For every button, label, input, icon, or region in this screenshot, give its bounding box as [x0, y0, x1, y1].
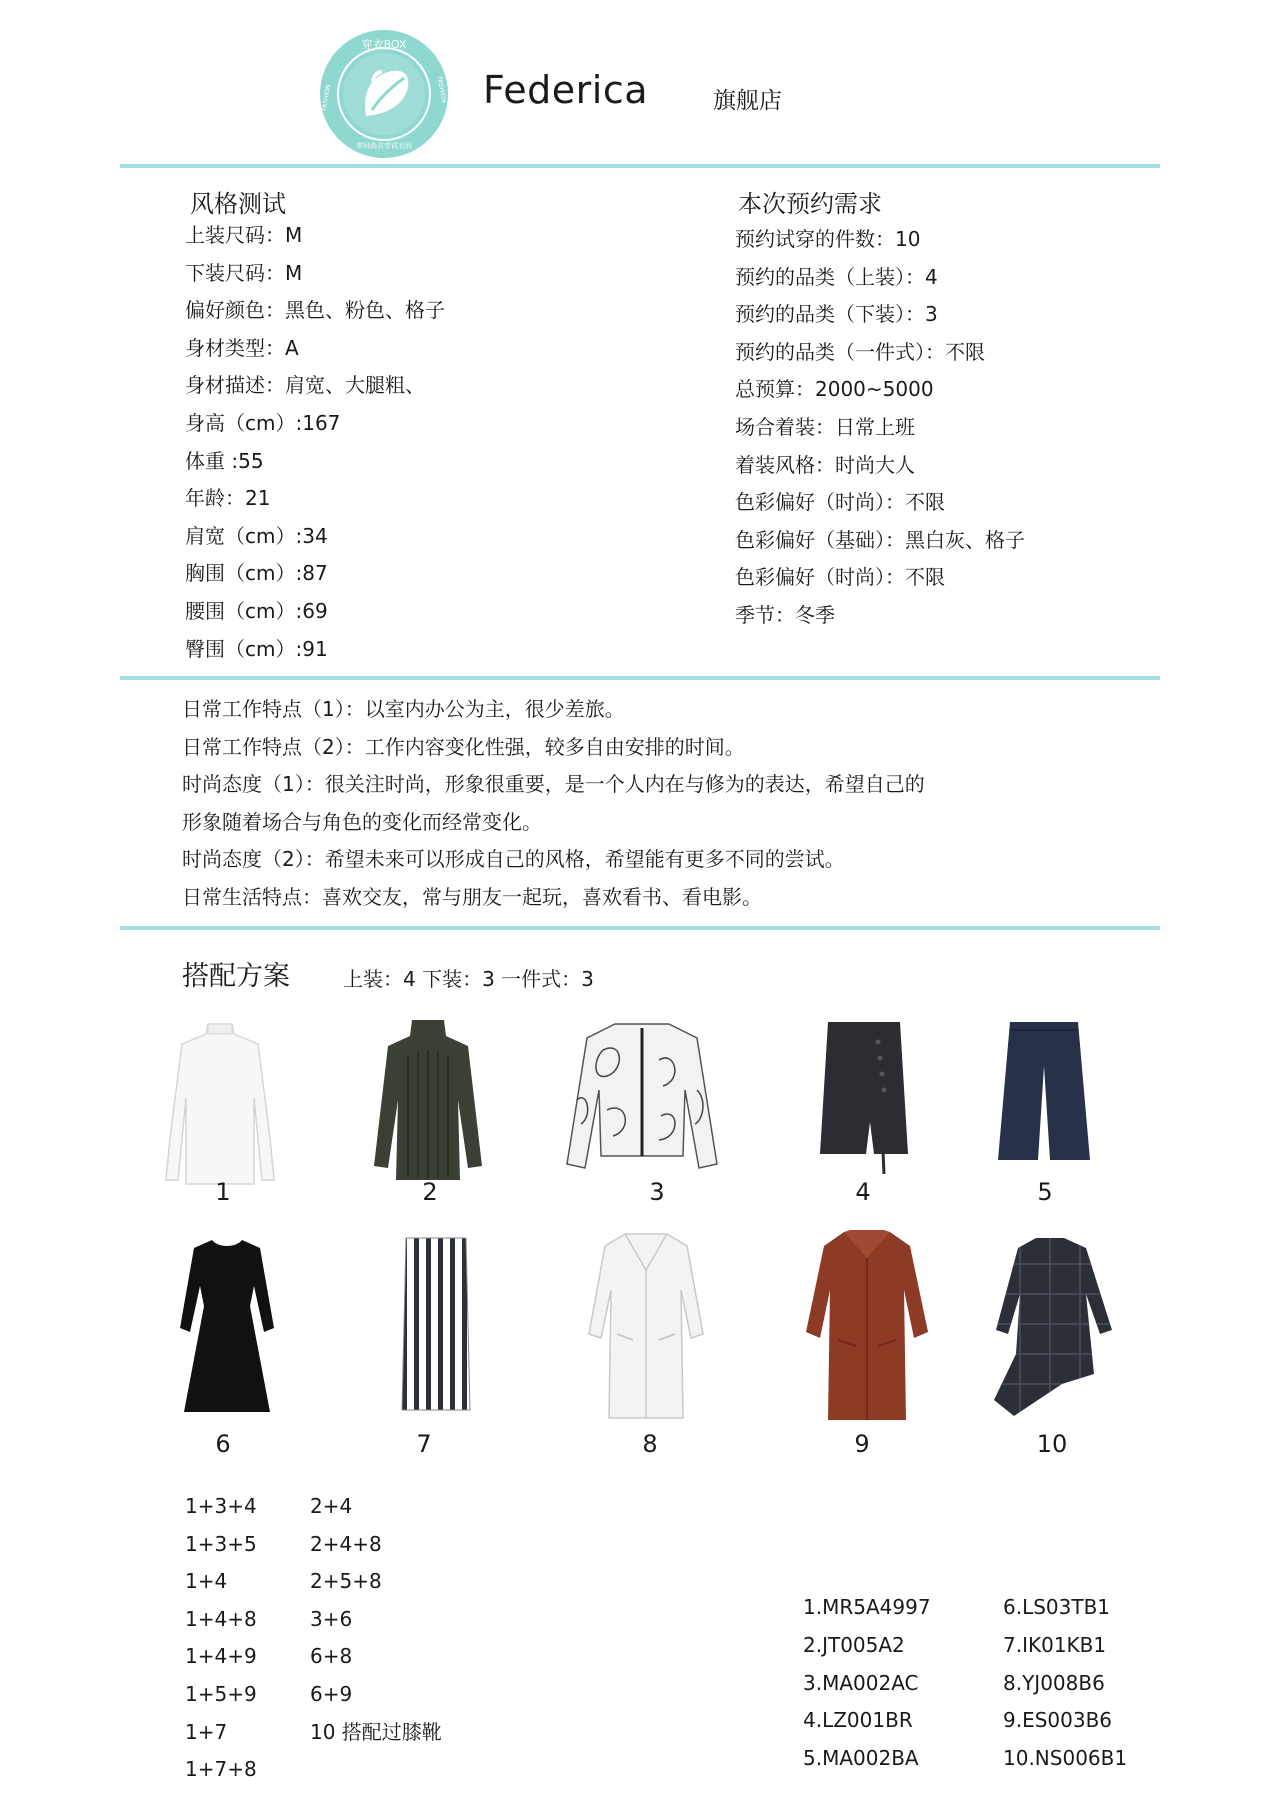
- item-7-image: [398, 1234, 474, 1414]
- demand-line: 预约的品类（上装）：4: [735, 264, 938, 289]
- combo-item: 3+6: [310, 1606, 353, 1631]
- demand-line: 着装风格：时尚大人: [735, 452, 915, 477]
- demand-list: [735, 221, 1025, 635]
- profile-title: 风格测试: [190, 190, 286, 218]
- divider: [120, 164, 1160, 168]
- profile-line: 年龄：21: [185, 486, 271, 511]
- item-4-image: [818, 1018, 910, 1178]
- note-line: 时尚态度（1）：很关注时尚，形象很重要，是一个人内在与修为的表达，希望自己的: [182, 772, 925, 796]
- combo-item: 1+4: [185, 1569, 228, 1594]
- profile-line: 下装尺码：M: [185, 260, 303, 285]
- item-number: 10: [1036, 1430, 1068, 1458]
- profile-line: 肩宽（cm）:34: [185, 523, 328, 548]
- profile-line: 身材描述：肩宽、大腿粗、: [185, 373, 425, 398]
- combo-item: 1+4+9: [185, 1644, 257, 1669]
- demand-line: 预约的品类（下装）：3: [735, 302, 938, 327]
- combo-item: 2+4+8: [310, 1531, 382, 1556]
- demand-line: 色彩偏好（基础）：黑白灰、格子: [735, 527, 1025, 552]
- product-code: 6.LS03TB1: [1003, 1595, 1111, 1619]
- item-number: 1: [215, 1178, 231, 1206]
- profile-list: [185, 217, 445, 668]
- plan-title: 搭配方案: [182, 961, 290, 992]
- store-type: 旗舰店: [713, 88, 782, 114]
- divider: [120, 676, 1160, 680]
- code-list-right: [1003, 1589, 1127, 1778]
- combo-list-right: [310, 1488, 442, 1751]
- profile-line: 身高（cm）:167: [185, 410, 341, 435]
- brand-logo: [318, 28, 450, 160]
- combo-item: 1+7+8: [185, 1757, 257, 1782]
- item-number: 9: [854, 1430, 870, 1458]
- product-code: 2.JT005A2: [803, 1632, 905, 1657]
- item-number: 4: [855, 1178, 871, 1206]
- profile-line: 体重 :55: [185, 448, 264, 473]
- profile-line: 胸围（cm）:87: [185, 561, 328, 586]
- note-line: 日常生活特点：喜欢交友，常与朋友一起玩，喜欢看书、看电影。: [182, 884, 762, 909]
- note-line: 日常工作特点（2）：工作内容变化性强，较多自由安排的时间。: [182, 734, 745, 759]
- item-number: 6: [215, 1430, 231, 1458]
- demand-line: 预约的品类（一件式）：不限: [735, 339, 985, 364]
- product-code: 7.IK01KB1: [1003, 1632, 1107, 1657]
- item-8-image: [587, 1230, 705, 1422]
- item-number: 2: [422, 1178, 438, 1206]
- lifestyle-notes: [182, 691, 925, 916]
- profile-line: 上装尺码：M: [185, 223, 303, 247]
- item-number: 7: [416, 1430, 432, 1458]
- item-6-image: [178, 1236, 276, 1416]
- divider: [120, 926, 1160, 930]
- product-code: 3.MA002AC: [803, 1670, 919, 1695]
- profile-line: 偏好颜色：黑色、粉色、格子: [185, 298, 445, 323]
- product-code: 10.NS006B1: [1003, 1746, 1128, 1771]
- profile-line: 腰围（cm）:69: [185, 598, 328, 623]
- item-1-image: [162, 1018, 278, 1188]
- item-3-image: [563, 1020, 721, 1176]
- profile-line: 身材类型：A: [185, 335, 299, 360]
- item-2-image: [370, 1016, 486, 1186]
- combo-item: 6+9: [310, 1681, 353, 1706]
- plan-summary: 上装：4 下装：3 一件式：3: [343, 967, 594, 991]
- product-code: 9.ES003B6: [1003, 1708, 1113, 1733]
- combo-item: 1+3+5: [185, 1531, 257, 1556]
- combo-item: 1+3+4: [185, 1494, 257, 1518]
- svg-text:零时尚共享试衣间: 零时尚共享试衣间: [356, 142, 412, 150]
- item-number: 3: [649, 1178, 665, 1206]
- product-code: 8.YJ008B6: [1003, 1670, 1105, 1695]
- combo-item: 1+4+8: [185, 1606, 257, 1631]
- combo-item: 6+8: [310, 1644, 353, 1669]
- note-line: 形象随着场合与角色的变化而经常变化。: [182, 809, 542, 834]
- product-code: 5.MA002BA: [803, 1746, 919, 1771]
- demand-line: 色彩偏好（时尚）：不限: [735, 490, 945, 515]
- product-code: 1.MR5A4997: [803, 1595, 931, 1619]
- note-line: 时尚态度（2）：希望未来可以形成自己的风格，希望能有更多不同的尝试。: [182, 847, 845, 871]
- combo-item: 10 搭配过膝靴: [310, 1719, 442, 1744]
- code-list-left: [803, 1589, 931, 1778]
- item-9-image: [804, 1228, 930, 1424]
- product-code: 4.LZ001BR: [803, 1708, 913, 1733]
- combo-list-left: [185, 1488, 257, 1789]
- item-5-image: [994, 1018, 1094, 1168]
- combo-item: 1+5+9: [185, 1681, 257, 1706]
- demand-line: 场合着装：日常上班: [735, 414, 915, 439]
- demand-line: 季节：冬季: [735, 602, 835, 627]
- brand-name: Federica: [483, 68, 649, 112]
- item-number: 8: [642, 1430, 658, 1458]
- demand-line: 预约试穿的件数：10: [735, 227, 921, 251]
- combo-item: 2+4: [310, 1494, 353, 1518]
- combo-item: 1+7: [185, 1719, 228, 1744]
- item-number: 5: [1037, 1178, 1053, 1206]
- demand-line: 总预算：2000~5000: [735, 377, 934, 402]
- combo-item: 2+5+8: [310, 1569, 382, 1594]
- note-line: 日常工作特点（1）：以室内办公为主，很少差旅。: [182, 697, 625, 721]
- demand-line: 色彩偏好（时尚）：不限: [735, 565, 945, 590]
- svg-text:FASHION: FASHION: [320, 84, 333, 112]
- profile-line: 臀围（cm）:91: [185, 636, 328, 661]
- svg-text:FASHION: FASHION: [435, 76, 448, 104]
- svg-text:穿衣BOX: 穿衣BOX: [361, 38, 407, 51]
- demand-title: 本次预约需求: [738, 190, 882, 218]
- item-10-image: [990, 1234, 1114, 1420]
